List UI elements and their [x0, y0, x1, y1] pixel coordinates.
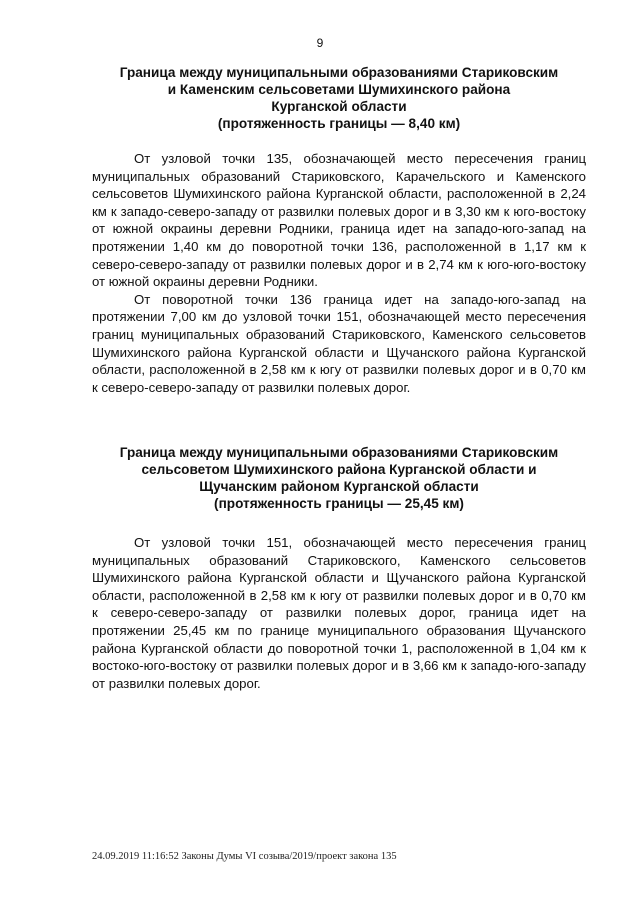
page-number: 9 — [316, 36, 324, 50]
section-staríkovsky-kamensky — [92, 64, 586, 396]
section-starikovsky-shchuchansky — [92, 444, 586, 692]
section-heading — [92, 64, 586, 132]
paragraph: От узловой точки 151, обозначающей место пересечения границ муниципальных образований Стариковского, Каменского сельсоветов Шумихинского района Курганской области и Щучанского района Курганской области, расположенной в 2,58 км к югу от развилки полевых дорог и в 0,70 км к северо-северо-западу от развилки полевых дорог, граница идет на протяжении 25,45 км по границе муниципального образования Щучанского района Курганской области до поворотной точки 1, расположенной в 1,04 км к востоко-юго-востоку от развилки полевых дорог и в 3,66 км к западо-юго-западу от развилки полевых дорог. — [92, 535, 586, 691]
section-heading — [92, 444, 586, 512]
heading-length-line: (протяженность границы — 25,45 км) — [214, 496, 464, 511]
heading-line: Щучанским районом Курганской области — [199, 479, 479, 494]
document-footer: 24.09.2019 11:16:52 Законы Думы VI созыва/2019/проект закона 135 — [92, 851, 397, 862]
heading-line: Курганской области — [271, 99, 407, 114]
paragraph: От поворотной точки 136 граница идет на западо-юго-запад на протяжении 7,00 км до узловой точки 151, обозначающей место пересечения границ муниципальных образований Стариковского, Каменского сельсоветов Шумихинского района Курганской области и Щучанского района Курганской области, расположенной в 2,58 км к югу от развилки полевых дорог и в 0,70 км к северо-северо-западу от развилки полевых дорог. — [92, 291, 586, 395]
heading-line: Граница между муниципальными образованиями Стариковским — [119, 65, 559, 80]
heading-length-line: (протяженность границы — 8,40 км) — [217, 116, 461, 131]
heading-line: сельсоветом Шумихинского района Курганской области и — [141, 462, 537, 477]
paragraph: От узловой точки 135, обозначающей место пересечения границ муниципальных образований Стариковского, Карачельского и Каменского сельсоветов Шумихинского района Курганской области, расположенной в 2,24 км к западо-северо-западу от развилки полевых дорог и в 3,30 км к юго-востоку от южной окраины деревни Родники, граница идет на западо-юго-запад на протяжении 1,40 км до поворотной точки 136, расположенной в 1,17 км к северо-северо-западу от развилки полевых дорог и в 2,74 км к юго-юго-востоку от южной окраины деревни Родники. — [92, 151, 586, 290]
heading-line: и Каменским сельсоветами Шумихинского района — [167, 82, 511, 97]
heading-line: Граница между муниципальными образованиями Стариковским — [119, 445, 559, 460]
